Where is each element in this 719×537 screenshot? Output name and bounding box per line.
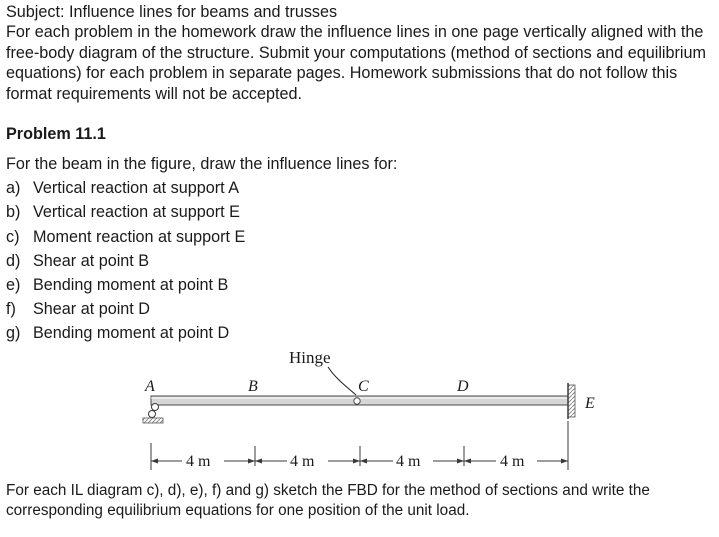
hinge-c <box>354 398 360 404</box>
task-text: Shear at point B <box>33 251 150 270</box>
task-text: Vertical reaction at support A <box>33 179 240 198</box>
task-letter: f) <box>6 300 16 319</box>
task-list <box>6 152 397 346</box>
task-text: Shear at point D <box>33 300 150 319</box>
point-e-label: E <box>585 395 595 412</box>
task-item <box>6 249 397 273</box>
span-cd-label: 4 m <box>396 453 421 470</box>
point-d-label: D <box>457 378 469 395</box>
instructions-text: For each problem in the homework draw the influence lines in one page vertically aligned with the free-body diagram of the structure. Submit your computations (method of sections and equilibrium equations) for each problem in separate pages. Homework submissions that do not follow this format requirements will not be accepted. <box>6 23 707 103</box>
task-item <box>6 225 397 249</box>
beam-figure <box>0 335 719 470</box>
hinge-label: Hinge <box>289 348 331 367</box>
task-letter: e) <box>6 276 21 295</box>
point-b-label: B <box>248 378 258 395</box>
span-ab-label: 4 m <box>186 453 211 470</box>
span-bc-label: 4 m <box>290 453 315 470</box>
task-prompt: For the beam in the figure, draw the influence lines for: <box>6 155 398 173</box>
intro-section <box>6 2 712 104</box>
fixed-support-e <box>568 383 575 419</box>
task-text: Bending moment at point D <box>33 324 230 343</box>
task-item <box>6 273 397 297</box>
point-c-label: C <box>358 378 369 395</box>
task-item <box>6 176 397 200</box>
task-item <box>6 297 397 321</box>
task-letter: g) <box>6 324 21 343</box>
task-letter: c) <box>6 227 20 246</box>
task-text: Bending moment at point B <box>33 276 229 295</box>
hinge-pointer <box>328 367 356 395</box>
point-a-label: A <box>145 378 155 395</box>
problem-title: Problem 11.1 <box>6 125 106 143</box>
task-letter: a) <box>6 179 21 198</box>
task-letter: b) <box>6 203 21 222</box>
footer-note: For each IL diagram c), d), e), f) and g) sketch the FBD for the method of sections and write the corresponding equilibrium equations for one position of the unit load. <box>6 482 650 519</box>
task-item <box>6 200 397 224</box>
task-text: Moment reaction at support E <box>33 227 246 246</box>
subject-line: Subject: Influence lines for beams and trusses <box>6 3 338 21</box>
pin-support-a <box>143 404 163 424</box>
span-de-label: 4 m <box>500 453 525 470</box>
task-text: Vertical reaction at support E <box>33 203 240 222</box>
task-letter: d) <box>6 251 21 270</box>
